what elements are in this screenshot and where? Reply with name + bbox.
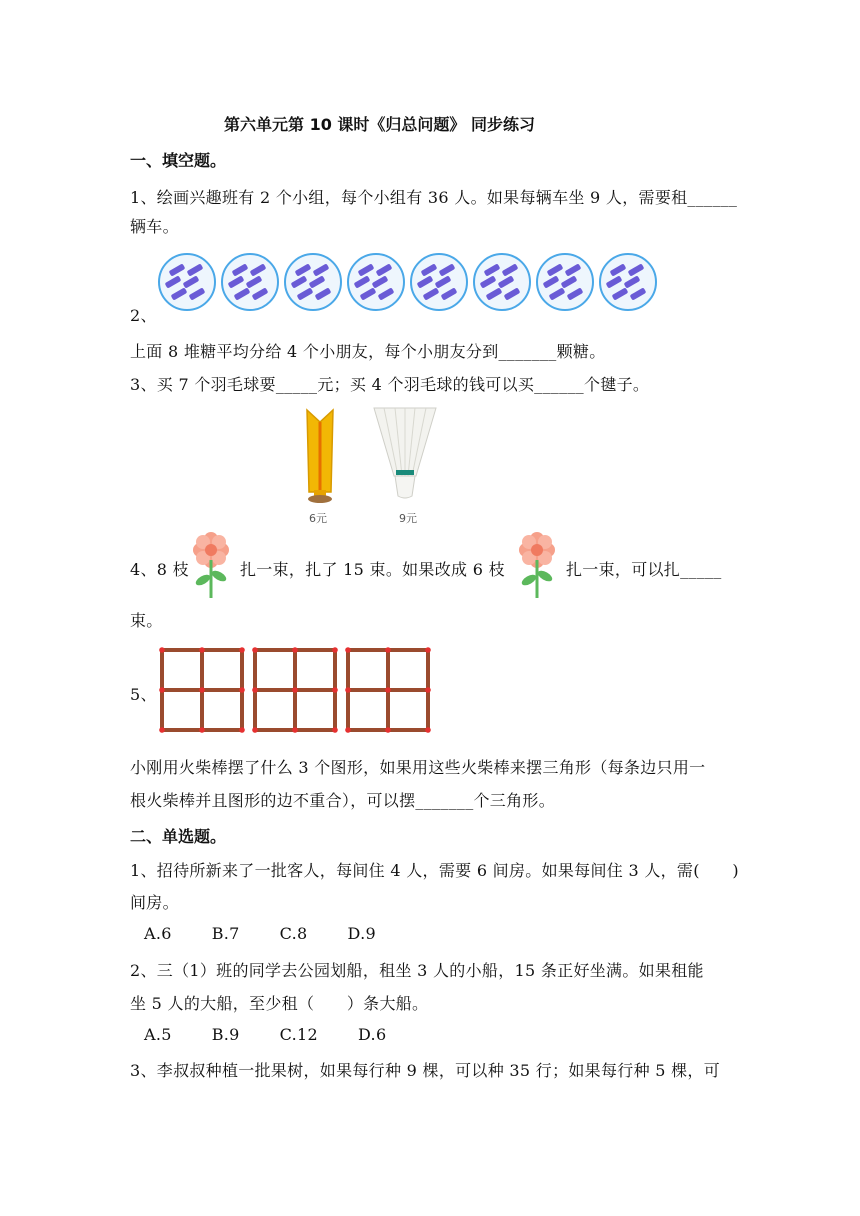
flower-icon — [190, 530, 234, 600]
badminton-shuttle-image — [370, 404, 440, 529]
choice-d[interactable]: D.6 — [358, 1025, 387, 1044]
mc-question-3-line-1: 3、李叔叔种植一批果树，如果每行种 9 棵，可以种 35 行；如果每行种 5 棵，可 — [130, 1061, 721, 1080]
candy-pile — [474, 254, 530, 310]
mc-question-2-line-2: 坐 5 人的大船，至少租（ ）条大船。 — [130, 994, 429, 1013]
question-4-part-2: 扎一束，扎了 15 束。如果改成 6 枝 — [240, 560, 505, 579]
question-2-text: 上面 8 堆糖平均分给 4 个小朋友，每个小朋友分到_______颗糖。 — [130, 342, 606, 361]
question-3-text: 3、买 7 个羽毛球要_____元；买 4 个羽毛球的钱可以买______个毽子。 — [130, 375, 650, 394]
matchstick-figure — [252, 647, 338, 733]
question-2-number: 2、 — [130, 306, 157, 325]
candy-pile — [285, 254, 341, 310]
shuttlecock-toy-image — [295, 402, 345, 527]
choice-c[interactable]: C.8 — [279, 924, 308, 943]
choice-c[interactable]: C.12 — [279, 1025, 318, 1044]
matchstick-squares-image — [158, 646, 438, 730]
choice-b[interactable]: B.7 — [211, 924, 240, 943]
candy-pile — [348, 254, 404, 310]
section-heading-fill-in: 一、填空题。 — [130, 151, 227, 170]
question-4-line-2: 束。 — [130, 611, 163, 630]
flower-icon — [516, 530, 560, 600]
choice-a[interactable]: A.6 — [144, 924, 172, 943]
page-title: 第六单元第 10 课时《归总问题》 同步练习 — [224, 115, 535, 134]
mc-question-2-choices — [144, 1025, 426, 1044]
price-label-shuttlecock-toy: 6元 — [309, 512, 327, 525]
candy-pile — [600, 254, 656, 310]
matchstick-figure — [345, 647, 431, 733]
mc-question-1-choices — [144, 924, 416, 943]
question-1-line-2: 辆车。 — [130, 217, 179, 236]
candy-pile — [222, 254, 278, 310]
mc-question-2-line-1: 2、三（1）班的同学去公园划船，租坐 3 人的小船，15 条正好坐满。如果租能 — [130, 961, 704, 980]
candy-piles-image — [157, 251, 697, 313]
choice-d[interactable]: D.9 — [347, 924, 376, 943]
section-heading-single-choice: 二、单选题。 — [130, 827, 227, 846]
matchstick-figure — [159, 647, 245, 733]
question-4-part-1: 4、8 枝 — [130, 560, 189, 579]
candy-pile — [537, 254, 593, 310]
choice-a[interactable]: A.5 — [144, 1025, 172, 1044]
question-5-line-1: 小刚用火柴棒摆了什么 3 个图形，如果用这些火柴棒来摆三角形（每条边只用一 — [130, 758, 706, 777]
question-1-line-1: 1、绘画兴趣班有 2 个小组，每个小组有 36 人。如果每辆车坐 9 人，需要租______ — [130, 188, 738, 207]
price-label-badminton: 9元 — [399, 512, 417, 525]
mc-question-1-line-1: 1、招待所新来了一批客人，每间住 4 人，需要 6 间房。如果每间住 3 人，需( ) — [130, 861, 739, 880]
mc-question-1-line-2: 间房。 — [130, 893, 179, 912]
candy-pile — [159, 254, 215, 310]
question-5-line-2: 根火柴棒并且图形的边不重合），可以摆_______个三角形。 — [130, 791, 556, 810]
choice-b[interactable]: B.9 — [211, 1025, 240, 1044]
question-5-number: 5、 — [130, 685, 157, 704]
candy-pile — [411, 254, 467, 310]
question-4-part-3: 扎一束，可以扎_____ — [566, 560, 722, 579]
